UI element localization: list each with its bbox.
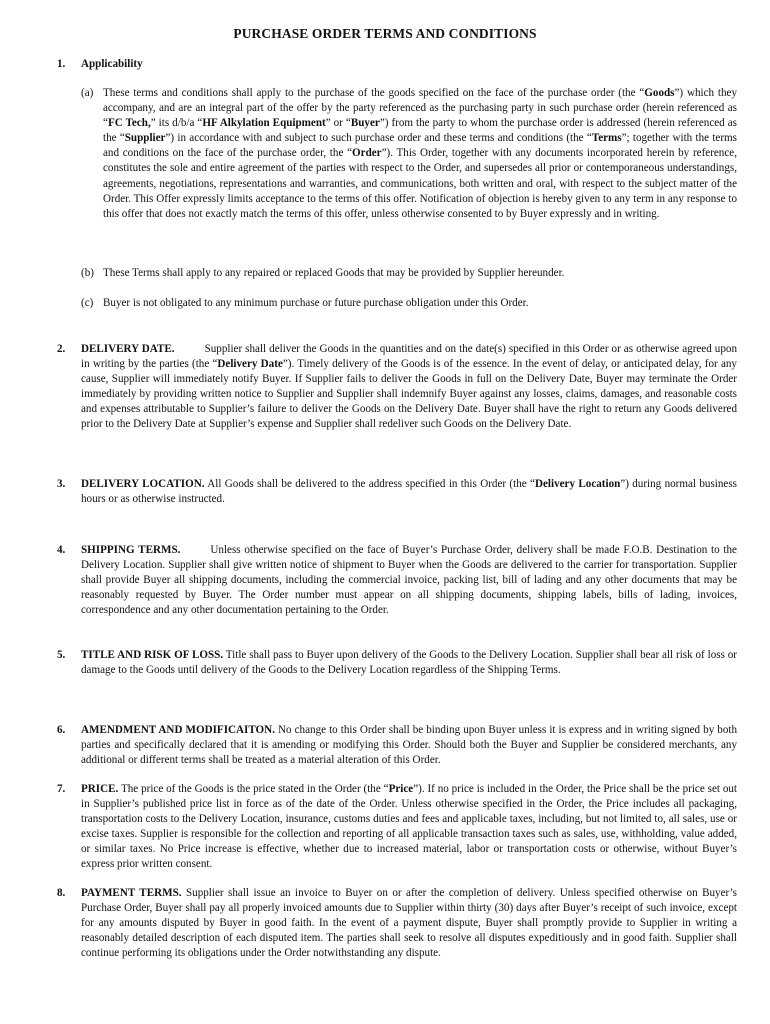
section-number: 5. xyxy=(57,649,66,661)
clause-label: (a) xyxy=(81,87,94,99)
section-text: SHIPPING TERMS. Unless otherwise specified on the face of Buyer’s Purchase Order, delivery shall be made F.O.B. Destination to the Delivery Location. Supplier shall give written notice of shipment to Buyer when the Goods are delivered to the carrier for transportation. Supplier shall provide Buyer all shipping documents, including the commercial invoice, packing list, bill of lading and any other documents that may be reasonably requested by Buyer. The Order number must appear on all shipping documents, shipping labels, bills of lading, invoices, correspondence and any other documentation pertaining to the Order. xyxy=(81,544,737,617)
section-number: 4. xyxy=(57,544,66,556)
section-heading: PAYMENT TERMS. xyxy=(81,887,182,899)
section-number: 7. xyxy=(57,783,66,795)
section-6 xyxy=(57,723,737,768)
section-heading: Applicability xyxy=(81,58,143,70)
clause-text: These terms and conditions shall apply to the purchase of the goods specified on the face of the purchase order (the “Goods”) which they accompany, and are an integral part of the offer by the party referenced as the purchasing party in such purchase order (herein referenced as “FC Tech,” its d/b/a “HF Alkylation Equipment” or “Buyer”) from the party to whom the purchase order is addressed (herein referenced as the “Supplier”) in accordance with and subject to such purchase order and these terms and conditions (the “Terms”; together with the terms and conditions on the face of the purchase order, the “Order”). This Order, together with any documents incorporated herein by reference, constitutes the sole and entire agreement of the parties with respect to the Order, and supersedes all prior or contemporaneous understandings, agreements, negotiations, representations and warranties, and communications, both written and oral, with respect to the subject matter of the Order. This Offer expressly limits acceptance to the terms of this offer. Notification of objection is hereby given to any term in any response to this offer that does not exactly match the terms of this offer, unless otherwise consented to by Buyer expressly and in writing. xyxy=(103,87,737,220)
section-heading: AMENDMENT AND MODIFICAITON. xyxy=(81,724,275,736)
section-3 xyxy=(57,477,737,507)
clause-1a xyxy=(81,86,737,222)
clause-label: (b) xyxy=(81,267,94,279)
section-1-heading-row xyxy=(57,57,737,72)
section-text: DELIVERY DATE. Supplier shall deliver the Goods in the quantities and on the date(s) specified in this Order or as otherwise agreed upon in writing by the parties (the “Delivery Date”). Timely delivery of the Goods is of the essence. In the event of delay, or anticipated delay, for any cause, Supplier will immediately notify Buyer. If Supplier fails to deliver the Goods in full on the Delivery Date, Buyer may terminate the Order immediately by providing written notice to Supplier and Supplier shall indemnify Buyer against any losses, claims, damages, and reasonable costs and expenses attributable to Supplier’s failure to deliver the Goods on the Delivery Date. Buyer shall have the right to return any Goods delivered prior to the Delivery Date at Supplier’s expense and Supplier shall redeliver such Goods on the Delivery Date. xyxy=(81,343,737,431)
section-number: 8. xyxy=(57,887,66,899)
section-heading: DELIVERY DATE. xyxy=(81,343,175,355)
section-number: 1. xyxy=(57,58,66,70)
section-7 xyxy=(57,782,737,873)
clause-text: These Terms shall apply to any repaired or replaced Goods that may be provided by Supplier hereunder. xyxy=(103,267,565,279)
section-heading: TITLE AND RISK OF LOSS. xyxy=(81,649,224,661)
page-title: PURCHASE ORDER TERMS AND CONDITIONS xyxy=(233,26,537,41)
section-text: AMENDMENT AND MODIFICAITON. No change to this Order shall be binding upon Buyer unless it is express and in writing signed by both parties and specifically declared that it is amending or modifying this Order. Should both the Buyer and Supplier be considered merchants, any additional or different terms shall be treated as a material alteration of this Order. xyxy=(81,724,738,767)
section-5 xyxy=(57,648,737,678)
section-4 xyxy=(57,543,737,618)
section-heading: SHIPPING TERMS. xyxy=(81,544,181,556)
section-text: TITLE AND RISK OF LOSS. Title shall pass to Buyer upon delivery of the Goods to the Delivery Location. Supplier shall bear all risk of loss or damage to the Goods until delivery of the Goods to the Delivery Location regardless of the Shipping Terms. xyxy=(81,649,737,677)
clause-1b xyxy=(81,266,737,281)
section-text: PAYMENT TERMS. Supplier shall issue an invoice to Buyer on or after the completion of delivery. Unless specified otherwise on Buyer’s Purchase Order, Buyer shall pay all properly invoiced amounts due to Supplier within thirty (30) days after Buyer’s receipt of such invoice, except for any amounts disputed by Buyer in good faith. In the event of a payment dispute, Buyer shall promptly provide to Supplier in writing a reasonably detailed description of each disputed item. The parties shall seek to resolve all disputes expeditiously and in good faith. Supplier shall continue performing its obligations under the Order notwithstanding any dispute. xyxy=(81,887,737,960)
clause-1c xyxy=(81,296,737,311)
clause-label: (c) xyxy=(81,297,94,309)
section-8 xyxy=(57,886,737,961)
section-heading: DELIVERY LOCATION. xyxy=(81,478,205,490)
section-number: 6. xyxy=(57,724,66,736)
section-number: 3. xyxy=(57,478,66,490)
section-number: 2. xyxy=(57,343,66,355)
clause-text: Buyer is not obligated to any minimum purchase or future purchase obligation under this Order. xyxy=(103,297,529,309)
section-text: DELIVERY LOCATION. All Goods shall be delivered to the address specified in this Order (the “Delivery Location”) during normal business hours or as otherwise instructed. xyxy=(81,478,737,506)
section-heading: PRICE. xyxy=(81,783,119,795)
section-text: PRICE. The price of the Goods is the price stated in the Order (the “Price”). If no price is included in the Order, the Price shall be the price set out in Supplier’s published price list in force as of the date of the Order. Unless otherwise specified in the Order, the Price includes all packaging, transportation costs to the Delivery Location, insurance, customs duties and fees and applicable taxes, including, but not limited to, all sales, use or excise taxes. Supplier is responsible for the collection and reporting of all applicable transaction taxes such as sales, use, withholding, value added, or similar taxes. No Price increase is effective, whether due to increased material, labor or transportation costs or otherwise, without Buyer’s express prior written consent. xyxy=(81,783,737,871)
section-2 xyxy=(57,342,737,433)
